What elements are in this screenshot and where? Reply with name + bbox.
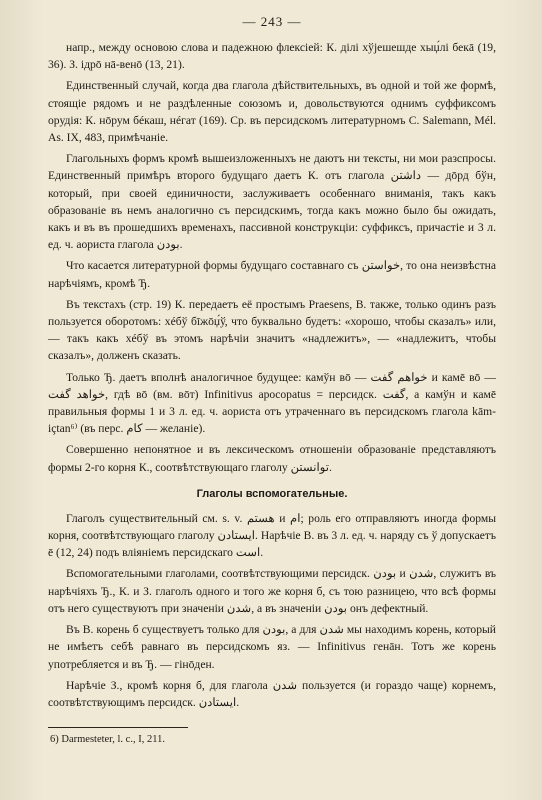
footnote-divider (48, 727, 188, 728)
footnote: 6) Darmesteter, l. c., I, 211. (50, 734, 165, 746)
paragraph: Совершенно непонятное и въ лексическомъ отношеніи образованіе представляютъ формы 2-го корня К., соотвѣтствующаго глаголу توانستن. (48, 443, 496, 474)
paragraph: Въ В. корень б существуетъ только для بودن, а для شدن мы находимъ корень, который не имѣетъ себѣ равнаго въ персидскомъ яз. — Infinitivus генāн. Тотъ же корень употребляется и въ Ђ. — гінōден. (48, 623, 497, 671)
paragraph: Только Ђ. даетъ вполнѣ аналогичное будущее: камўн вō — خواهم گفت и камē вō — خواهد گفت, гдѣ вō (вм. вōт) Infinitivus apocopatus = персидск. گفت, а камўн и камē правильныя формы 1 и 3 л. ед. ч. аориста отъ утраченнаго въ персидскомъ глагола kām-içtan⁶⁾ (въ перс. كام — желаніе). (48, 370, 497, 436)
paragraph: Глаголъ существительный см. s. v. هستم и ام; роль его отправляютъ иногда формы корня, соотвѣтствующаго глаголу ايستادن. Нарѣчіе В. въ 3 л. ед. ч. наряду съ ў допускаетъ ē (12, 24) подъ вліяніемъ персидскаго است. (48, 511, 496, 560)
paragraph: напр., между основою слова и падежною флексіей: К. ділі хўјешешде хыџ́лі бекā (19, 36). З. ідрō нā-венō (13, 21). (48, 41, 496, 72)
page-number: — 243 — (242, 14, 302, 29)
paragraph: Нарѣчіе З., кромѣ корня б, для глагола شدن пользуется (и гораздо чаще) корнемъ, соотвѣтствующимъ персидск. ايستادن. (48, 678, 496, 709)
paragraph: Глагольныхъ формъ кромѣ вышеизложенныхъ не даютъ ни тексты, ни мои разспросы. Единственный примѣръ второго будущаго даетъ К. отъ глагола داشتن — дōрд бўн, который, при своей единичности, заслуживаетъ особеннаго вниманія, такъ какъ образованіе въ немъ аналогично съ персидскимъ, тогда какъ можно было бы ожидать, какъ и въ въ прошедшихъ временахъ, пассивной конструкціи: суффиксъ, причастіе и 3 л. ед. ч. аориста глагола بودن. (48, 152, 496, 252)
paragraph: Въ текстахъ (стр. 19) К. передаетъ её простымъ Praesens, В. также, только одинъ разъ пользуется оборотомъ: хéбў бīжōџ́ў, что буквально будетъ: «хорошо, чтобы сказалъ» или, — такъ какъ хéбў въ этомъ нарѣчіи значитъ «надлежитъ», — «надлежитъ, чтобы сказалъ», долженъ сказать. (48, 297, 496, 363)
paragraph: Что касается литературной формы будущаго составнаго съ خواستن, то она неизвѣстна нарѣчіямъ, кромѣ Ђ. (48, 259, 496, 290)
paragraph: Единственный случай, когда два глагола дѣйствительныхъ, въ одной и той же формѣ, стоящіе рядомъ и не раздѣленные союзомъ и, довольствуются однимъ суффиксомъ орудія: К. нōрум бéкаш, нéгат (169). Ср. въ персидскомъ литературномъ C. Salemann, Mél. As. IX, 483, примѣчаніе. (48, 79, 496, 145)
paragraph: Вспомогательными глаголами, соотвѣтствующими персидск. بودن и شدن, служитъ въ нарѣчіяхъ Ђ., К. и З. глаголъ одного и того же корня б, съ тою разницею, что всѣ формы отъ него существуютъ при значеніи شدن, а въ значеніи بودن онъ дефектный. (48, 567, 496, 615)
section-heading: Глаголы вспомогательные. (196, 487, 348, 500)
